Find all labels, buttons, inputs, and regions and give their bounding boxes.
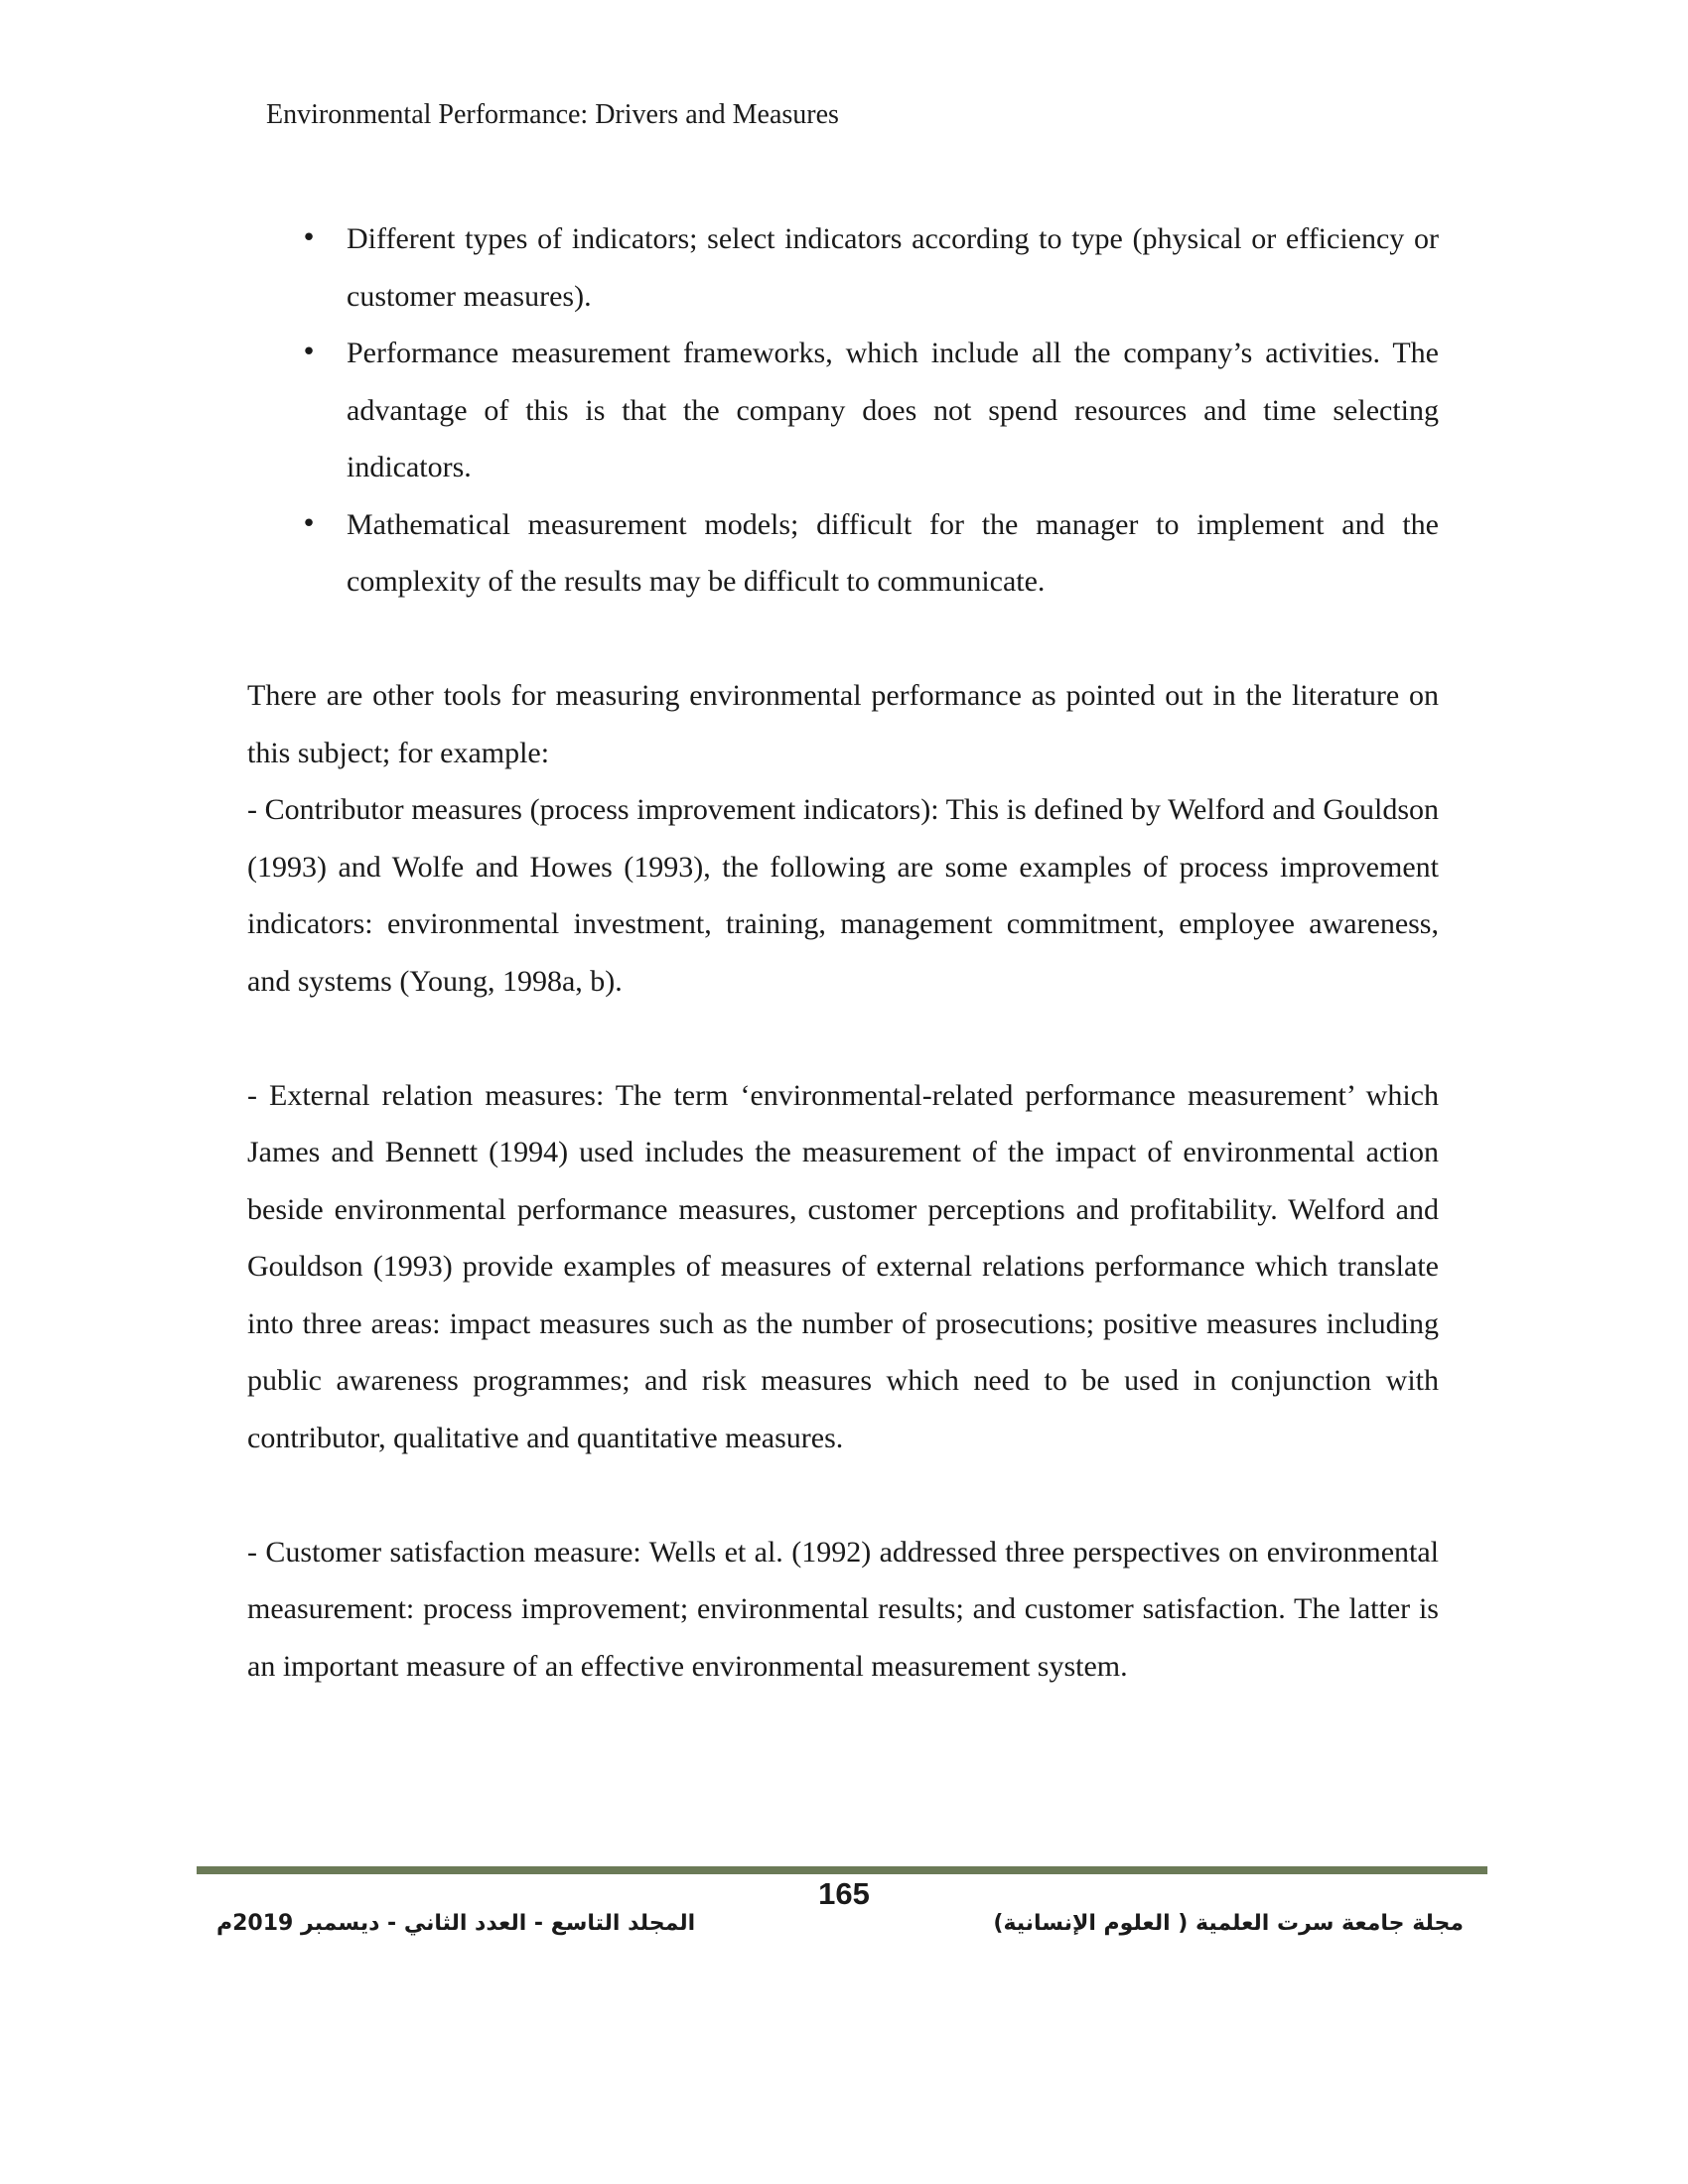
bullet-item [247,325,1439,496]
bullet-dot-icon: • [301,223,317,253]
customer-satisfaction-paragraph: - Customer satisfaction measure: Wells et al. (1992) addressed three perspectives on environmental measurement: process improvement; environmental results; and customer satisfaction. The latter is an important measure of an effective environmental measurement system. [247,1535,1439,1683]
page-number: 165 [818,1876,870,1911]
bullet-dot-icon: • [301,508,317,539]
bullet-dot-icon: • [301,338,317,367]
page-body [247,210,1439,1695]
bullet-item [247,210,1439,325]
contributor-measures-paragraph: - Contributor measures (process improvement indicators): This is defined by Welford and Gouldson (1993) and Wolfe and Howes (1993), the following are some examples of process improvement indicators: environmental investment, training, management commitment, employee awareness, and systems (Young, 1998a, b). [247,793,1439,998]
footer-journal-name: مجلة جامعة سرت العلمية ( العلوم الإنسانية) [993,1911,1464,1936]
running-header: Environmental Performance: Drivers and Measures [266,99,839,130]
bullet-list [247,210,1439,611]
footer-issue-info: المجلد التاسع - العدد الثاني - ديسمبر 2019م [216,1911,696,1936]
bullet-text: Mathematical measurement models; difficult for the manager to implement and the complexity of the results may be difficult to communicate. [347,507,1439,598]
bullet-text: Performance measurement frameworks, which include all the company’s activities. The advantage of this is that the company does not spend resources and time selecting indicators. [347,337,1439,483]
footer-rule [197,1866,1487,1874]
bullet-text: Different types of indicators; select indicators according to type (physical or efficiency or customer measures). [347,222,1439,313]
bullet-item [247,496,1439,611]
external-relation-measures-paragraph: - External relation measures: The term ‘environmental-related performance measurement’ which James and Bennett (1994) used includes the measurement of the impact of environmental action beside environmental performance measures, customer perceptions and profitability. Welford and Gouldson (1993) provide examples of measures of external relations performance which translate into three areas: impact measures such as the number of prosecutions; positive measures including public awareness programmes; and risk measures which need to be used in conjunction with contributor, qualitative and quantitative measures. [247,1078,1439,1454]
intro-paragraph: There are other tools for measuring environmental performance as pointed out in the literature on this subject; for example: [247,679,1439,769]
